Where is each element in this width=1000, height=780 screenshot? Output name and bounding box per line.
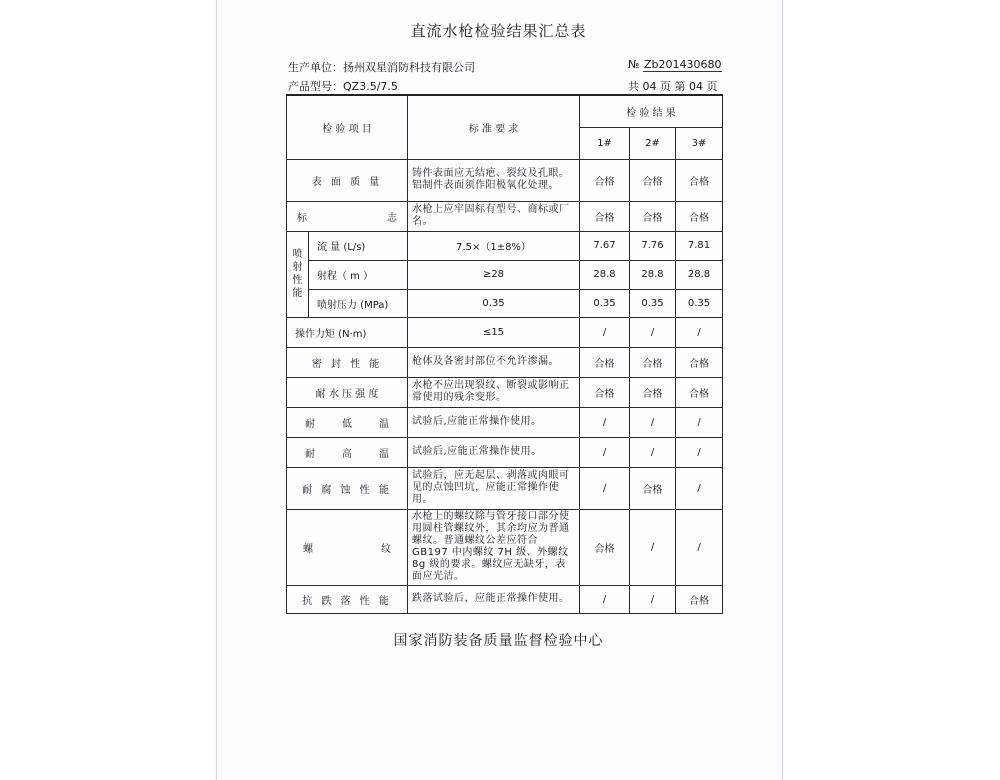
row-result-1: /	[580, 407, 630, 437]
table-row	[287, 347, 723, 377]
producer-name: 扬州双星消防科技有限公司	[343, 61, 475, 74]
row-result-1: 合格	[580, 159, 630, 201]
producer-line	[288, 59, 475, 75]
row-result-3: /	[676, 407, 723, 437]
table-row	[287, 585, 723, 613]
row-result-1: 合格	[580, 377, 630, 407]
row-standard: ≤15	[408, 317, 580, 347]
row-result-2: /	[630, 317, 676, 347]
table-row	[287, 159, 723, 201]
table-row	[287, 201, 723, 231]
row-item: 流 量 (L/s)	[309, 231, 408, 260]
row-result-3: 7.81	[676, 231, 723, 260]
spray-performance-group: 喷 射 性 能	[287, 231, 309, 317]
report-number: Zb201430680	[643, 58, 722, 71]
row-result-2: /	[630, 509, 676, 585]
row-result-3: /	[676, 317, 723, 347]
header-sample-2: 2#	[630, 127, 676, 159]
row-item: 抗 跌 落 性 能	[287, 585, 408, 613]
row-standard: 水枪不应出现裂纹、断裂或影响正常使用的残余变形。	[408, 377, 580, 407]
row-result-1: 7.67	[580, 231, 630, 260]
row-result-1: /	[580, 585, 630, 613]
report-number-line	[628, 58, 722, 71]
row-result-3: 28.8	[676, 260, 723, 289]
document-title: 直流水枪检验结果汇总表	[410, 22, 587, 40]
row-result-1: 28.8	[580, 260, 630, 289]
row-result-3: /	[676, 509, 723, 585]
header-results: 检 验 结 果	[580, 95, 723, 127]
row-result-2: 合格	[630, 467, 676, 509]
model-value: QZ3.5/7.5	[343, 80, 398, 93]
row-result-2: 合格	[630, 201, 676, 231]
row-result-1: 0.35	[580, 289, 630, 317]
row-standard: 7.5×（1±8%）	[408, 231, 580, 260]
row-result-2: 0.35	[630, 289, 676, 317]
table-row	[287, 317, 723, 347]
row-item: 密 封 性 能	[287, 347, 408, 377]
row-result-1: /	[580, 437, 630, 467]
row-result-2: /	[630, 437, 676, 467]
row-result-2: 合格	[630, 347, 676, 377]
row-result-3: 合格	[676, 377, 723, 407]
table-row	[287, 260, 723, 289]
row-item: 射程（ m ）	[309, 260, 408, 289]
results-table	[286, 94, 723, 614]
row-standard: 水枪上应牢固标有型号、商标或厂名。	[408, 201, 580, 231]
row-standard: ≥28	[408, 260, 580, 289]
header-standard: 标 准 要 求	[408, 95, 580, 159]
row-item: 螺 纹	[287, 509, 408, 585]
row-standard: 0.35	[408, 289, 580, 317]
row-result-1: /	[580, 317, 630, 347]
row-result-3: 0.35	[676, 289, 723, 317]
row-item: 耐 低 温	[287, 407, 408, 437]
row-item: 耐 高 温	[287, 437, 408, 467]
row-result-1: 合格	[580, 509, 630, 585]
row-result-2: 28.8	[630, 260, 676, 289]
row-result-1: /	[580, 467, 630, 509]
row-standard: 铸件表面应无结疤、裂纹及孔眼。铝制件表面须作阳极氧化处理。	[408, 159, 580, 201]
table-row	[287, 509, 723, 585]
row-result-3: 合格	[676, 585, 723, 613]
producer-label: 生产单位：	[288, 61, 343, 74]
header-sample-1: 1#	[580, 127, 630, 159]
row-standard: 水枪上的螺纹除与管牙接口部分使用圆柱管螺纹外，其余均应为普通螺纹。普通螺纹公差应符合 GB197 中内螺纹 7H 级、外螺纹 8g 级的要求。螺纹应无缺牙，表面应光洁。	[408, 509, 580, 585]
row-result-2: /	[630, 407, 676, 437]
row-item: 操作力矩 (N·m)	[287, 317, 408, 347]
row-result-3: 合格	[676, 347, 723, 377]
table-row	[287, 377, 723, 407]
row-result-2: 合格	[630, 159, 676, 201]
row-standard: 跌落试验后，应能正常操作使用。	[408, 585, 580, 613]
row-item: 喷射压力 (MPa)	[309, 289, 408, 317]
table-row	[287, 407, 723, 437]
row-standard: 枪体及各密封部位不允许渗漏。	[408, 347, 580, 377]
row-result-2: 合格	[630, 377, 676, 407]
table-row	[287, 437, 723, 467]
page-info: 共 04 页 第 04 页	[628, 80, 718, 93]
row-result-2: 7.76	[630, 231, 676, 260]
table-row	[287, 467, 723, 509]
row-result-3: /	[676, 467, 723, 509]
row-result-2: /	[630, 585, 676, 613]
row-standard: 试验后,应能正常操作使用。	[408, 437, 580, 467]
row-standard: 试验后，应无起层、剥落或肉眼可见的点蚀凹坑，应能正常操作使用。	[408, 467, 580, 509]
row-result-1: 合格	[580, 201, 630, 231]
row-result-3: 合格	[676, 159, 723, 201]
issuing-authority: 国家消防装备质量监督检验中心	[393, 633, 604, 649]
model-line	[288, 78, 398, 94]
row-item: 表 面 质 量	[287, 159, 408, 201]
table-row	[287, 289, 723, 317]
row-result-1: 合格	[580, 347, 630, 377]
table-row	[287, 231, 723, 260]
header-sample-3: 3#	[676, 127, 723, 159]
row-result-3: /	[676, 437, 723, 467]
row-item: 标 志	[287, 201, 408, 231]
row-item: 耐 腐 蚀 性 能	[287, 467, 408, 509]
model-label: 产品型号：	[288, 80, 343, 93]
number-label: №	[628, 58, 640, 71]
row-standard: 试验后,应能正常操作使用。	[408, 407, 580, 437]
header-item: 检 验 项 目	[287, 95, 408, 159]
row-item: 耐 水 压 强 度	[287, 377, 408, 407]
row-result-3: 合格	[676, 201, 723, 231]
